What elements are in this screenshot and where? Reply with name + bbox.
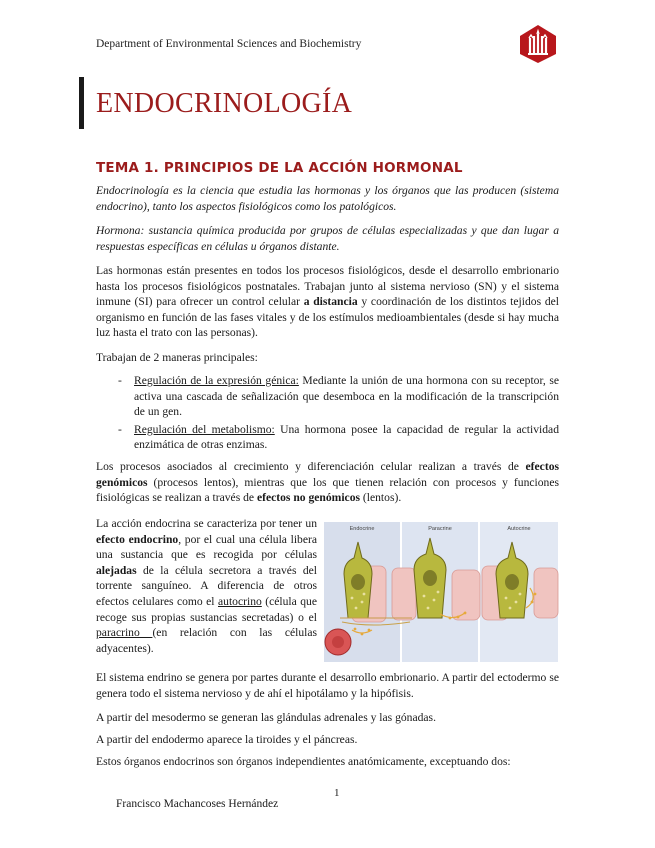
list-item-term: Regulación de la expresión génica: [134, 374, 299, 387]
label-paracrine: Paracrine [428, 526, 452, 532]
document-title: ENDOCRINOLOGÍA [96, 88, 353, 119]
regulation-list [118, 373, 559, 455]
paragraph-two-ways: Trabajan de 2 maneras principales: [96, 351, 258, 364]
list-item: - Regulación de la expresión génica: Mediante la unión de una hormona con su receptor, se activa una cascada de señalización que desemboca en la modificación de la transcripción de un gen. [118, 374, 559, 419]
paragraph-genomic-effects: Los procesos asociados al crecimiento y diferenciación celular realizan a través de efectos genómicos (procesos lentos), mientras que los que tienen relación con procesos y funciones fisiológicas se realizan a través de efectos no genómicos (lentos). [96, 460, 559, 505]
university-logo [518, 24, 558, 64]
label-endocrine: Endocrine [349, 526, 375, 532]
list-item-term: Regulación del metabolismo: [134, 422, 275, 436]
bold-a-distancia: a distancia [303, 295, 358, 309]
author-footer: Francisco Machancoses Hernández [116, 798, 279, 810]
page-number: 1 [334, 787, 340, 799]
intro-definition: Endocrinología es la ciencia que estudia las hormonas y los órganos que las producen (sistema endocrino), tanto los aspectos fisiológicos como los patológicos. [96, 184, 559, 213]
paragraph-endocrine-organs: Estos órganos endocrinos son órganos independientes anatómicamente, exceptuando dos: [96, 755, 511, 768]
paragraph-mesoderm: A partir del mesodermo se generan las glándulas adrenales y las gónadas. [96, 711, 436, 724]
paragraph-embryonic: El sistema endrino se genera por partes durante el desarrollo embrionario. A partir del ectodermo se genera todo el sistema nervioso y de ahí el hipotálamo y la hipófisis. [96, 671, 559, 700]
paragraph-hormones: Las hormonas están presentes en todos los procesos fisiológicos, desde el desarrollo embrionario hasta los procesos fisiológicos postnatales. Trabajan junto al sistema nervioso (SN) y el sistema inmune (SI) para ofrecer un control celular a distancia y coordinación de los distintos tejidos del organismo en función de las fases vitales y de los estímulos medioambientales (desde si hay mucha luz hasta el trato con las personas). [96, 264, 559, 340]
section-heading: TEMA 1. PRINCIPIOS DE LA ACCIÓN HORMONAL [96, 160, 463, 176]
signaling-types-figure [322, 518, 560, 664]
paragraph-endocrine-action: La acción endocrina se caracteriza por tener un efecto endocrino, por el cual una célula libera una sustancia que es recogida por células alejadas de la célula secretora a través del torrente sanguíneo. A diferencia de otros efectos celulares como el autocrino (célula que recoge sus propias sustancias secretadas) o el paracrino (en relación con las células adyacentes). [96, 517, 318, 655]
title-accent-bar [79, 77, 84, 129]
department-header: Department of Environmental Sciences and Biochemistry [96, 38, 362, 50]
list-item: - Regulación del metabolismo: Una hormona posee la capacidad de regular la actividad enzimática de otras enzimas. [118, 422, 559, 452]
label-autocrine: Autocrine [507, 526, 531, 532]
hormone-definition: Hormona: sustancia química producida por grupos de células especializadas y que dan lugar a respuestas específicas en células u órganos distante. [96, 224, 559, 253]
paragraph-endoderm: A partir del endodermo aparece la tiroides y el páncreas. [96, 733, 358, 746]
